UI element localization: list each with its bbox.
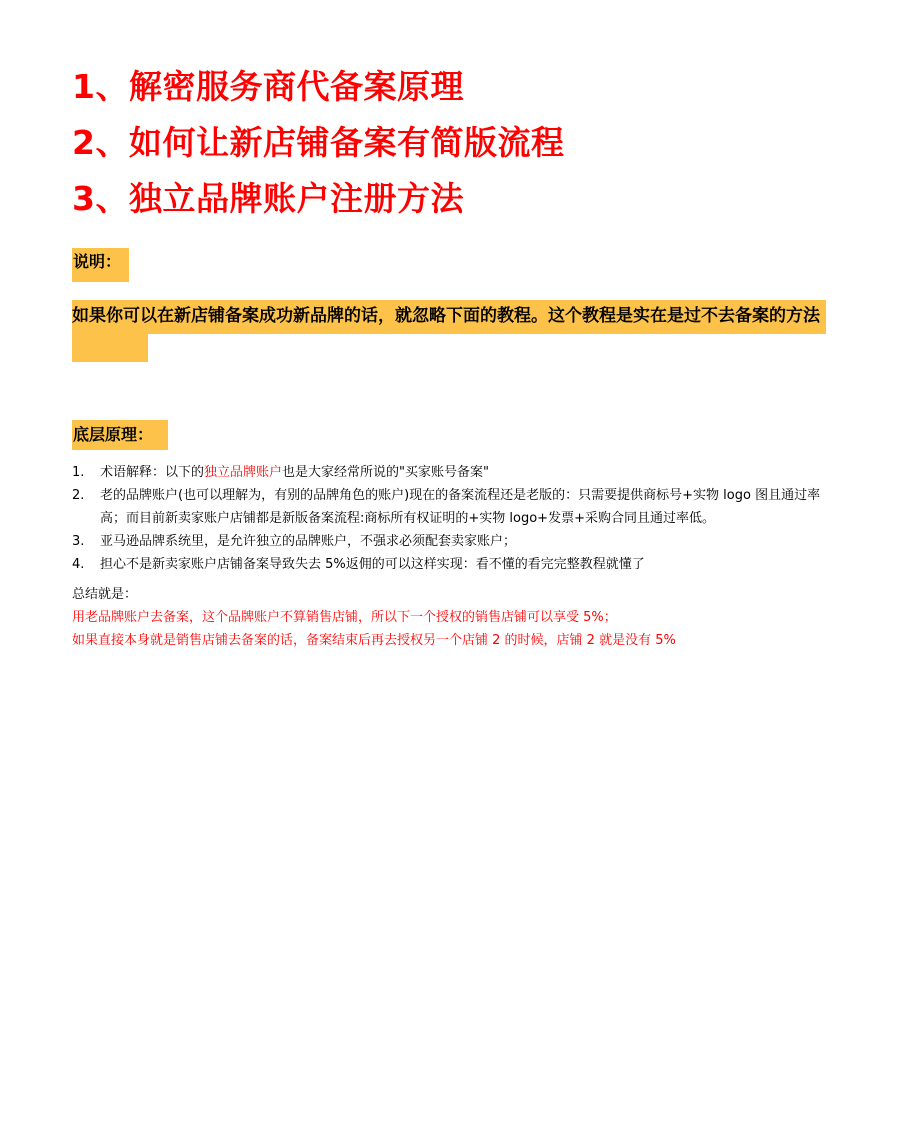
list-item-text: 亚马逊品牌系统里，是允许独立的品牌账户，不强求必须配套卖家账户； — [100, 534, 517, 549]
principle-list — [72, 461, 832, 576]
list-item — [72, 461, 832, 484]
list-item-text: 担心不是新卖家账户店铺备案导致失去 5%返佣的可以这样实现：看不懂的看完完整教程就懂了 — [100, 557, 645, 572]
summary-line-2: 如果直接本身就是销售店铺去备案的话，备案结束后再去授权另一个店铺 2 的时候，店铺 2 就是没有 5% — [72, 633, 676, 648]
list-item-number: 3. — [72, 534, 85, 549]
list-item-number: 4. — [72, 557, 85, 572]
summary-block — [72, 583, 832, 652]
list-item-number: 2. — [72, 488, 85, 503]
list-item — [72, 530, 832, 553]
list-item — [72, 484, 832, 530]
note-paragraph: 如果你可以在新店铺备案成功新品牌的话，就忽略下面的教程。这个教程是实在是过不去备案的方法 — [72, 306, 820, 326]
list-item-text: 术语解释：以下的 — [100, 465, 205, 480]
heading-3: 3、独立品牌账户注册方法 — [72, 179, 464, 218]
heading-1: 1、解密服务商代备案原理 — [72, 67, 464, 106]
summary-label: 总结就是： — [72, 587, 138, 602]
list-item-text: 老的品牌账户(也可以理解为，有别的品牌角色的账户)现在的备案流程还是老版的：只需要提供商标号+实物 logo 图且通过率高；而目前新卖家账户店铺都是新版备案流程:商标所有权证明的+实物 logo+发票+采购合同且通过率低。 — [100, 488, 821, 526]
list-item-number: 1. — [72, 465, 85, 480]
note-label: 说明： — [72, 248, 129, 282]
list-item-highlight: 独立品牌账户 — [204, 465, 283, 480]
heading-2: 2、如何让新店铺备案有简版流程 — [72, 123, 565, 162]
summary-line-1: 用老品牌账户去备案，这个品牌账户不算销售店铺，所以下一个授权的销售店铺可以享受 5%； — [72, 610, 617, 625]
list-item-text-tail: 也是大家经常所说的"买家账号备案" — [282, 465, 489, 480]
list-item — [72, 553, 832, 576]
note-highlight-band-tail — [72, 334, 148, 362]
principle-label: 底层原理： — [72, 420, 168, 450]
